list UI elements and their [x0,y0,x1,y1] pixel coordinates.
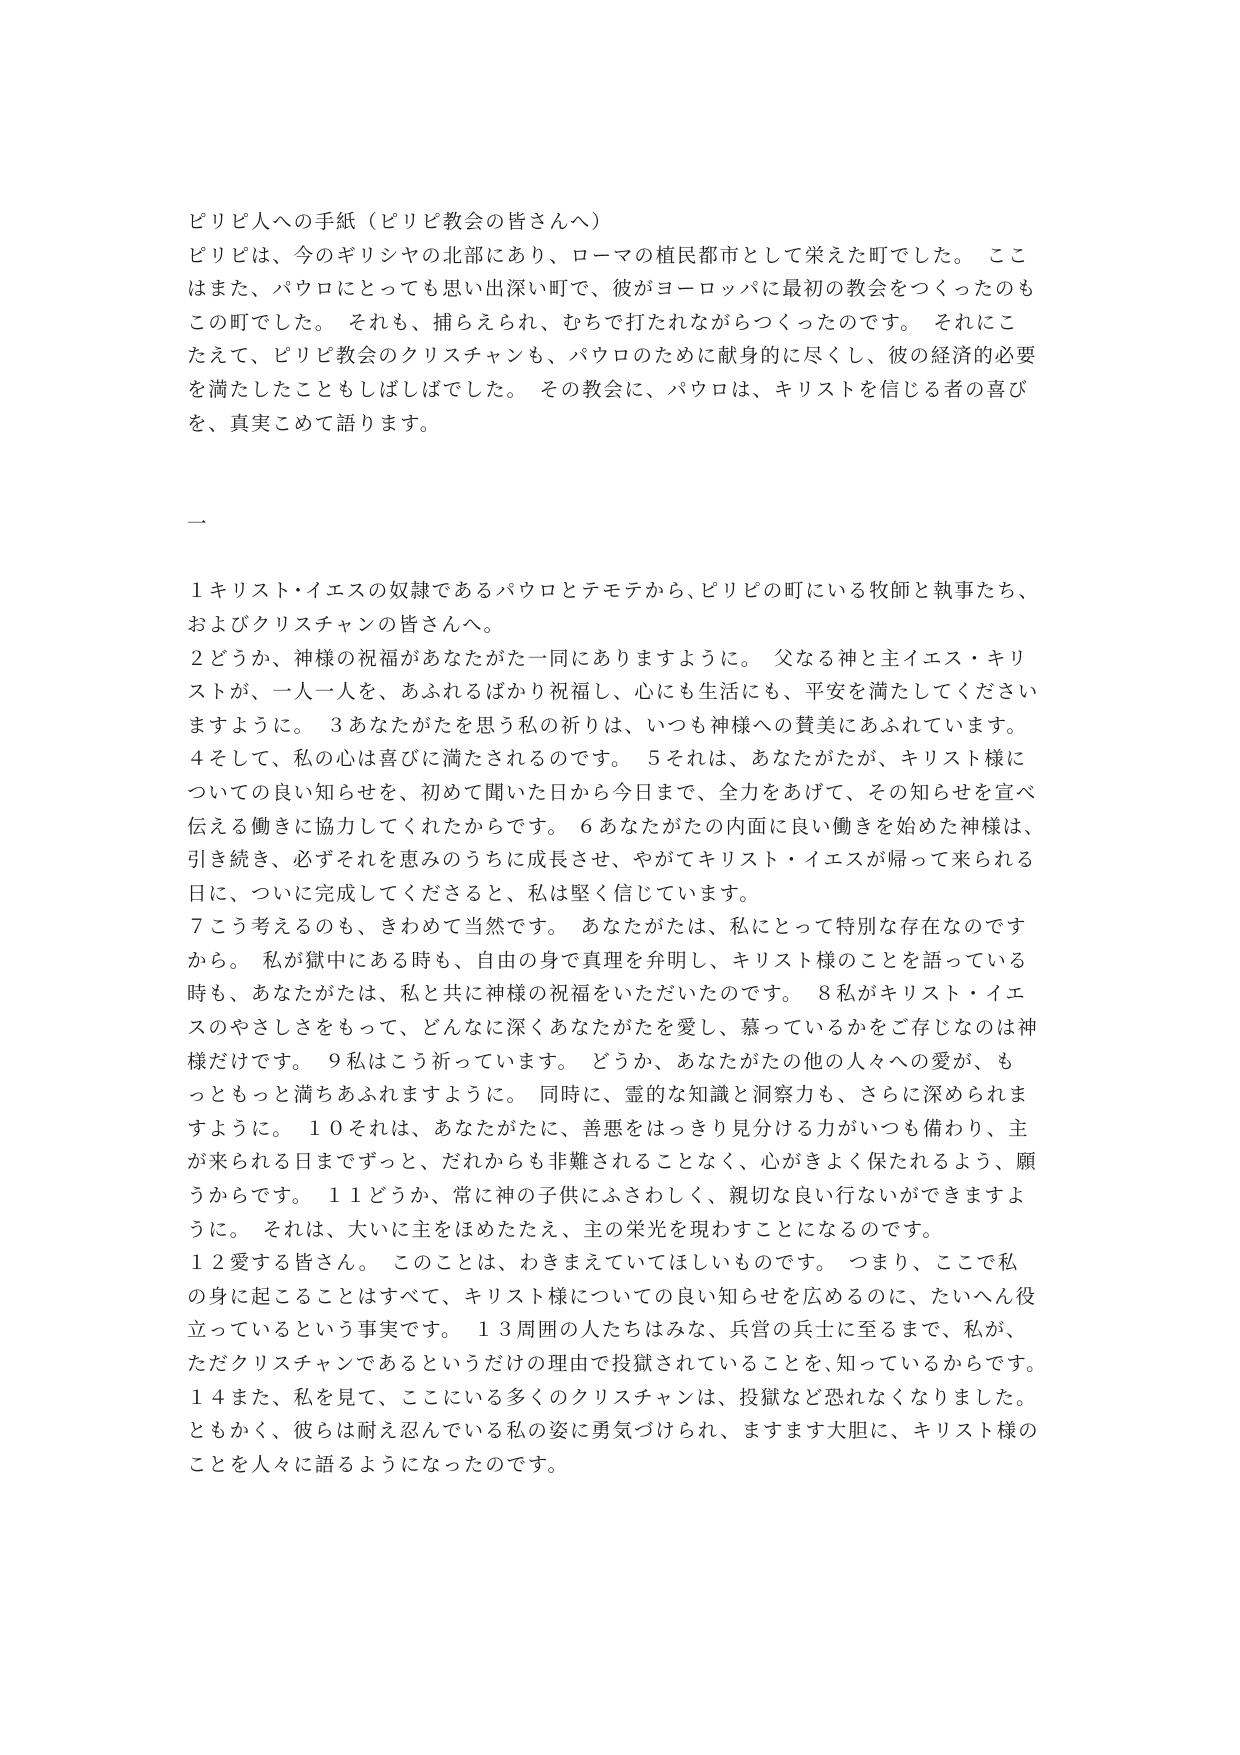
verse-line: ついての良い知らせを、初めて聞いた日から今日まで、全力をあげて、その知らせを宣べ [187,780,1038,804]
verse-line: すように。 １０それは、あなたがたに、善悪をはっきり見分ける力がいつも備わり、主 [187,1116,1030,1140]
chapter-text [187,574,1059,1481]
verse-line: の身に起こることはすべて、キリスト様についての良い知らせを広めるのに、たいへん役 [187,1284,1037,1308]
document-title: ピリピ人への手紙（ピリピ教会の皆さんへ） [187,210,613,233]
verse-line: ４そして、私の心は喜びに満たされるのです。 ５それは、あなたがたが、キリスト様に [187,747,1027,771]
verse-line: 様だけです。 ９私はこう祈っています。 どうか、あなたがたの他の人々への愛が、も [187,1049,1017,1073]
verse-line: １２愛する皆さん。 このことは、わきまえていてほしいものです。 つまり、ここで私 [187,1251,1020,1275]
intro-line: を、真実こめて語ります。 [187,411,442,435]
verse-line: うに。 それは、大いに主をほめたたえ、主の栄光を現わすことになるのです。 [187,1217,944,1241]
verse-line: ７こう考えるのも、きわめて当然です。 あなたがたは、私にとって特別な存在なのです [187,915,1028,939]
verse-line: ますように。 ３あなたがたを思う私の祈りは、いつも神様への賛美にあふれています。 [187,713,1028,737]
verse-line: が来られる日までずっと、だれからも非難されることなく、心がきよく保たれるよう、願 [187,1150,1038,1174]
verse-line: ともかく、彼らは耐え忍んでいる私の姿に勇気づけられ、ますます大胆に、キリスト様の [187,1419,1040,1443]
verse-line: 引き続き、必ずそれを恵みのうちに成長させ、やがてキリスト・イエスが帰って来られる [187,848,1037,872]
verse-line: ただクリスチャンであるというだけの理由で投獄されていることを､知っているからです。 [187,1352,1048,1375]
verse-line: うからです。 １１どうか、常に神の子供にふさわしく、親切な良い行ないができますよ [187,1184,1028,1208]
verse-line: ことを人々に語るようになったのです。 [187,1452,569,1476]
intro-line: たえて、ピリピ教会のクリスチャンも、パウロのために献身的に尽くし、彼の経済的必要 [187,344,1038,368]
verse-line: およびクリスチャンの皆さんへ。 [187,612,505,636]
verse-line: ストが、一人一人を、あふれるばかり祝福し、心にも生活にも、平安を満たしてください [187,680,1040,704]
intro-line: ピリピは、今のギリシヤの北部にあり、ローマの植民都市として栄えた町でした。 ここ [187,243,1030,267]
verse-line: １キリスト･イエスの奴隷であるパウロとテモテから､ピリピの町にいる牧師と執事たち、 [187,579,1040,603]
verse-line: 伝える働きに協力してくれたからです。 ６あなたがたの内面に良い働きを始めた神様は、 [187,814,1046,838]
verse-line: ２どうか、神様の祝福があなたがた一同にありますように。 父なる神と主イエス・キリ [187,646,1029,670]
verse-line: スのやさしさをもって、どんなに深くあなたがたを愛し、慕っているかをご存じなのは神 [187,1016,1039,1040]
document-body [187,205,1059,1481]
verse-line: 立っているという事実です。 １３周囲の人たちはみな、兵営の兵士に至るまで、私が、 [187,1318,1028,1342]
verse-line: から。 私が獄中にある時も、自由の身で真理を弁明し、キリスト様のことを語っている [187,948,1029,972]
intro-line: を満たしたこともしばしばでした。 その教会に、パウロは、キリストを信じる者の喜び [187,377,1029,401]
verse-line: っともっと満ちあふれますように。 同時に、霊的な知識と洞察力も、さらに深められま [187,1083,1030,1107]
verse-line: 日に、ついに完成してくださると、私は堅く信じています。 [187,881,761,905]
intro-paragraph [187,239,1059,441]
verse-line: １４また、私を見て、ここにいる多くのクリスチャンは、投獄など恐れなくなりました。 [187,1385,1038,1409]
verse-line: 時も、あなたがたは、私と共に神様の祝福をいただいたのです。 ８私がキリスト・イエ [187,982,1027,1006]
chapter-heading: 一 [187,512,209,536]
intro-line: この町でした。 それも、捕らえられ、むちで打たれながらつくったのです。 それにこ [187,310,1019,334]
intro-line: はまた、パウロにとっても思い出深い町で、彼がヨーロッパに最初の教会をつくったのも [187,277,1038,301]
